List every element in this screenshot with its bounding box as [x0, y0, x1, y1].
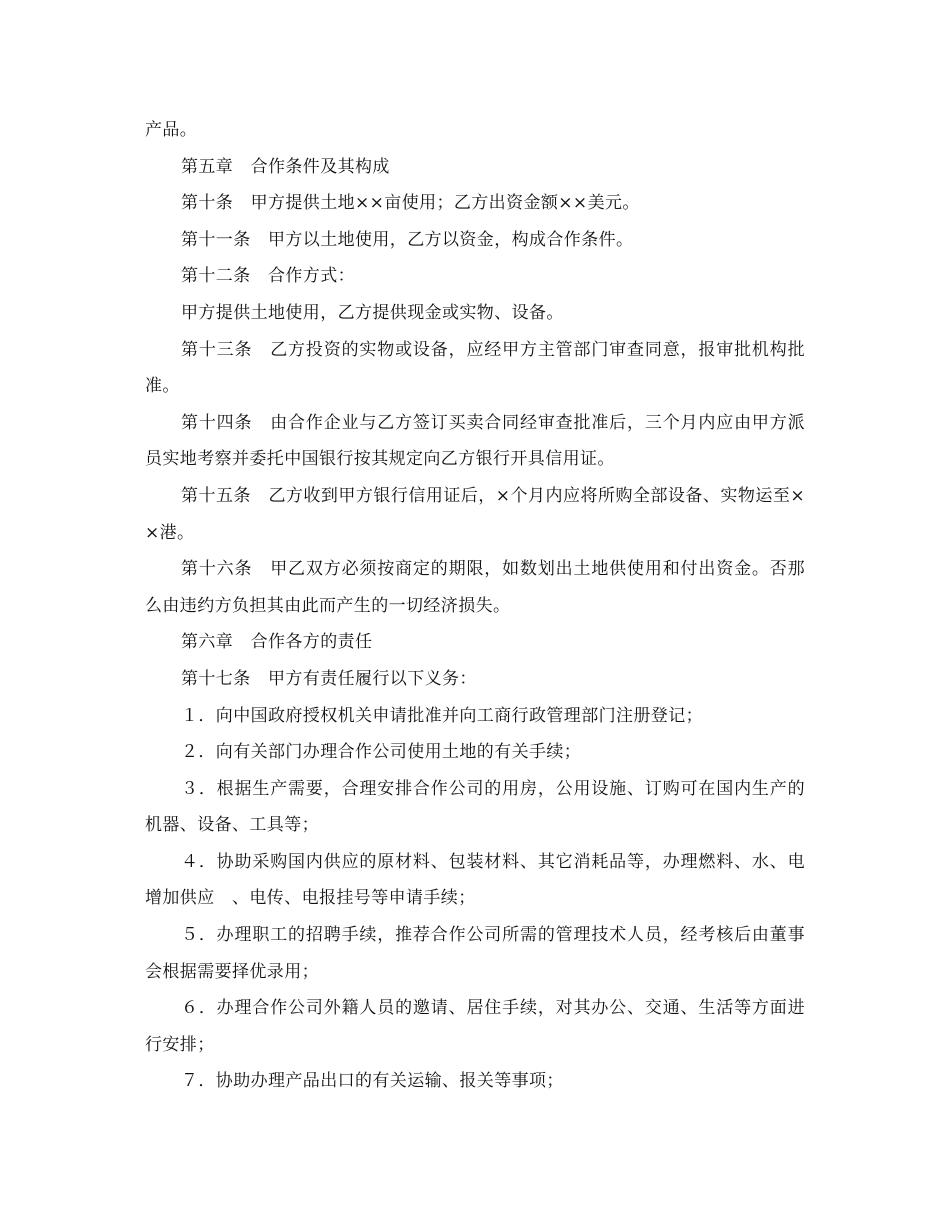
list-item: ７．协助办理产品出口的有关运输、报关等事项；	[181, 1071, 564, 1092]
list-item: ６．办理合作公司外籍人员的邀请、居住手续，对其办公、交通、生活等方面进行安排；	[145, 998, 805, 1055]
paragraph-continuation: 产品。	[145, 120, 198, 140]
document-body	[145, 112, 805, 1100]
article-17: 第十七条 甲方有责任履行以下义务：	[181, 668, 477, 689]
article-15: 第十五条 乙方收到甲方银行信用证后，×个月内应将所购全部设备、实物运至××港。	[145, 485, 805, 543]
article-11: 第十一条 甲方以土地使用，乙方以资金，构成合作条件。	[181, 229, 634, 250]
list-item: １．向中国政府授权机关申请批准并向工商行政管理部门注册登记；	[181, 705, 703, 726]
article-12-detail: 甲方提供土地使用，乙方提供现金或实物、设备。	[181, 302, 564, 323]
list-item: ５．办理职工的招聘手续，推荐合作公司所需的管理技术人员，经考核后由董事会根据需要择优录用；	[145, 925, 805, 982]
chapter-5-heading: 第五章 合作条件及其构成	[181, 156, 390, 177]
list-item: ３．根据生产需要，合理安排合作公司的用房，公用设施、订购可在国内生产的机器、设备、工具等；	[145, 778, 805, 836]
list-item: ２．向有关部门办理合作公司使用土地的有关手续；	[181, 742, 582, 763]
list-item: ４．协助采购国内供应的原材料、包装材料、其它消耗品等，办理燃料、水、电增加供应 、电传、电报挂号等申请手续；	[145, 851, 805, 909]
chapter-6-heading: 第六章 合作各方的责任	[181, 632, 373, 653]
article-13: 第十三条 乙方投资的实物或设备，应经甲方主管部门审查同意，报审批机构批准。	[145, 339, 805, 397]
article-14: 第十四条 由合作企业与乙方签订买卖合同经审查批准后，三个月内应由甲方派员实地考察并委托中国银行按其规定向乙方银行开具信用证。	[145, 412, 805, 470]
article-10: 第十条 甲方提供土地××亩使用；乙方出资金额××美元。	[181, 193, 640, 214]
article-16: 第十六条 甲乙双方必须按商定的期限，如数划出土地供使用和付出资金。否那么由违约方负担其由此而产生的一切经济损失。	[145, 559, 805, 616]
article-12: 第十二条 合作方式：	[181, 266, 355, 287]
